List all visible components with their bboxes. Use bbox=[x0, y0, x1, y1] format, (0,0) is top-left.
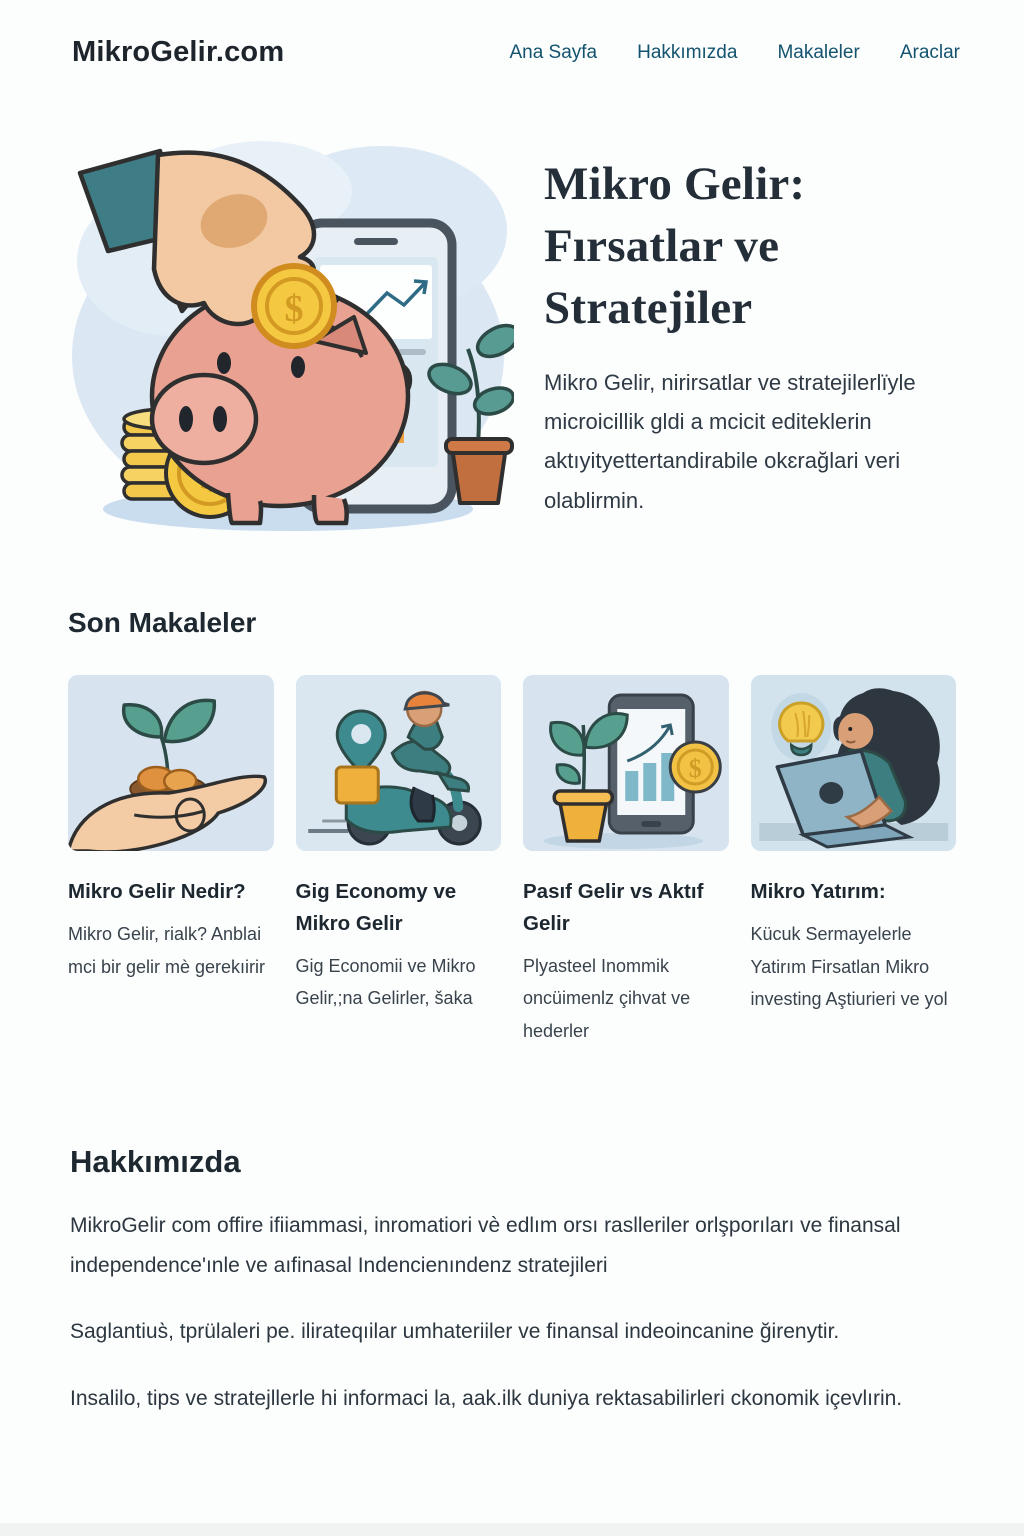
article-card-mikro-gelir-nedir[interactable] bbox=[68, 675, 274, 1048]
woman-laptop-idea-illustration bbox=[751, 675, 957, 851]
svg-text:$: $ bbox=[688, 754, 702, 783]
article-excerpt: Kücuk Sermayelerle Yatirım Firsatlan Mikro investing Aştiurieri ve yol bbox=[750, 923, 948, 1010]
hero-illustration bbox=[62, 111, 514, 543]
articles-section bbox=[0, 607, 1024, 1048]
hand-seedling-icon bbox=[68, 675, 274, 851]
nav-link-tools[interactable]: Araclar bbox=[899, 41, 960, 63]
article-title[interactable]: Gig Economy ve Mikro Gelir bbox=[295, 880, 457, 935]
about-paragraph-1: MikroGelir com offire ifiiammasi, inromatiori vè edlım orsı raslleriler orlşporıları ve finansal independence'ınle ve aıfinasal Indencienındenz stratejileri bbox=[70, 1213, 901, 1278]
site-header bbox=[0, 0, 1024, 69]
article-title[interactable]: Pasıf Gelir vs Aktıf Gelir bbox=[523, 880, 704, 935]
woman-laptop-idea-icon bbox=[751, 675, 957, 851]
hero-description: Mikro Gelir, nirirsatlar ve stratejilerlïyle microicillik gldi a mcicit editeklerin aktıyityettertandirabile okɛrağlari veri olablirmin. bbox=[544, 370, 916, 513]
nav-link-home[interactable]: Ana Sayfa bbox=[509, 41, 598, 63]
piggy-bank-savings-illustration bbox=[62, 111, 514, 543]
delivery-scooter-illustration bbox=[296, 675, 502, 851]
article-excerpt: Plyasteel Inommik oncüimenlz çihvat ve hederler bbox=[523, 955, 691, 1042]
article-excerpt: Gig Economii ve Mikro Gelir,;na Gelirler, šaka bbox=[295, 955, 476, 1009]
delivery-scooter-icon bbox=[296, 675, 502, 851]
about-paragraph-2: Saglantius̀, tprülaleri pe. ilirateqıilar umhateriiler ve finansal indeoincanine ğirenytir. bbox=[70, 1320, 840, 1344]
main-nav bbox=[509, 42, 960, 64]
article-card-gig-economy[interactable] bbox=[296, 675, 502, 1048]
about-heading: Hakkımızda bbox=[70, 1143, 241, 1179]
hero-text-block bbox=[514, 111, 960, 543]
article-title[interactable]: Mikro Yatırım: bbox=[750, 880, 886, 903]
article-card-pasif-aktif[interactable] bbox=[523, 675, 729, 1048]
page-title: Mikro Gelir: Fırsatlar ve Stratejiler bbox=[544, 158, 806, 335]
article-title[interactable]: Mikro Gelir Nedir? bbox=[68, 880, 246, 903]
article-card-mikro-yatirim[interactable] bbox=[751, 675, 957, 1048]
nav-link-about[interactable]: Hakkımızda bbox=[637, 41, 738, 63]
plant-phone-coin-icon bbox=[523, 675, 729, 851]
svg-text:$: $ bbox=[284, 288, 304, 330]
nav-link-articles[interactable]: Makaleler bbox=[777, 41, 860, 63]
about-section bbox=[0, 1144, 1024, 1419]
hero-section bbox=[0, 111, 1024, 543]
hand-seedling-illustration bbox=[68, 675, 274, 851]
footer-strip bbox=[0, 1523, 1024, 1536]
plant-phone-coin-illustration bbox=[523, 675, 729, 851]
article-excerpt: Mikro Gelir, rialk? Anblai mci bir gelir mè gerekıirir bbox=[68, 923, 266, 977]
articles-heading: Son Makaleler bbox=[68, 607, 257, 638]
about-paragraph-3: Insalilo, tips ve stratejllerle hi informaci la, aak.ilk duniya rektasabilirleri ckonomik içevlırin. bbox=[70, 1386, 903, 1410]
article-cards bbox=[68, 675, 956, 1048]
site-logo[interactable]: MikroGelir.com bbox=[72, 36, 285, 68]
